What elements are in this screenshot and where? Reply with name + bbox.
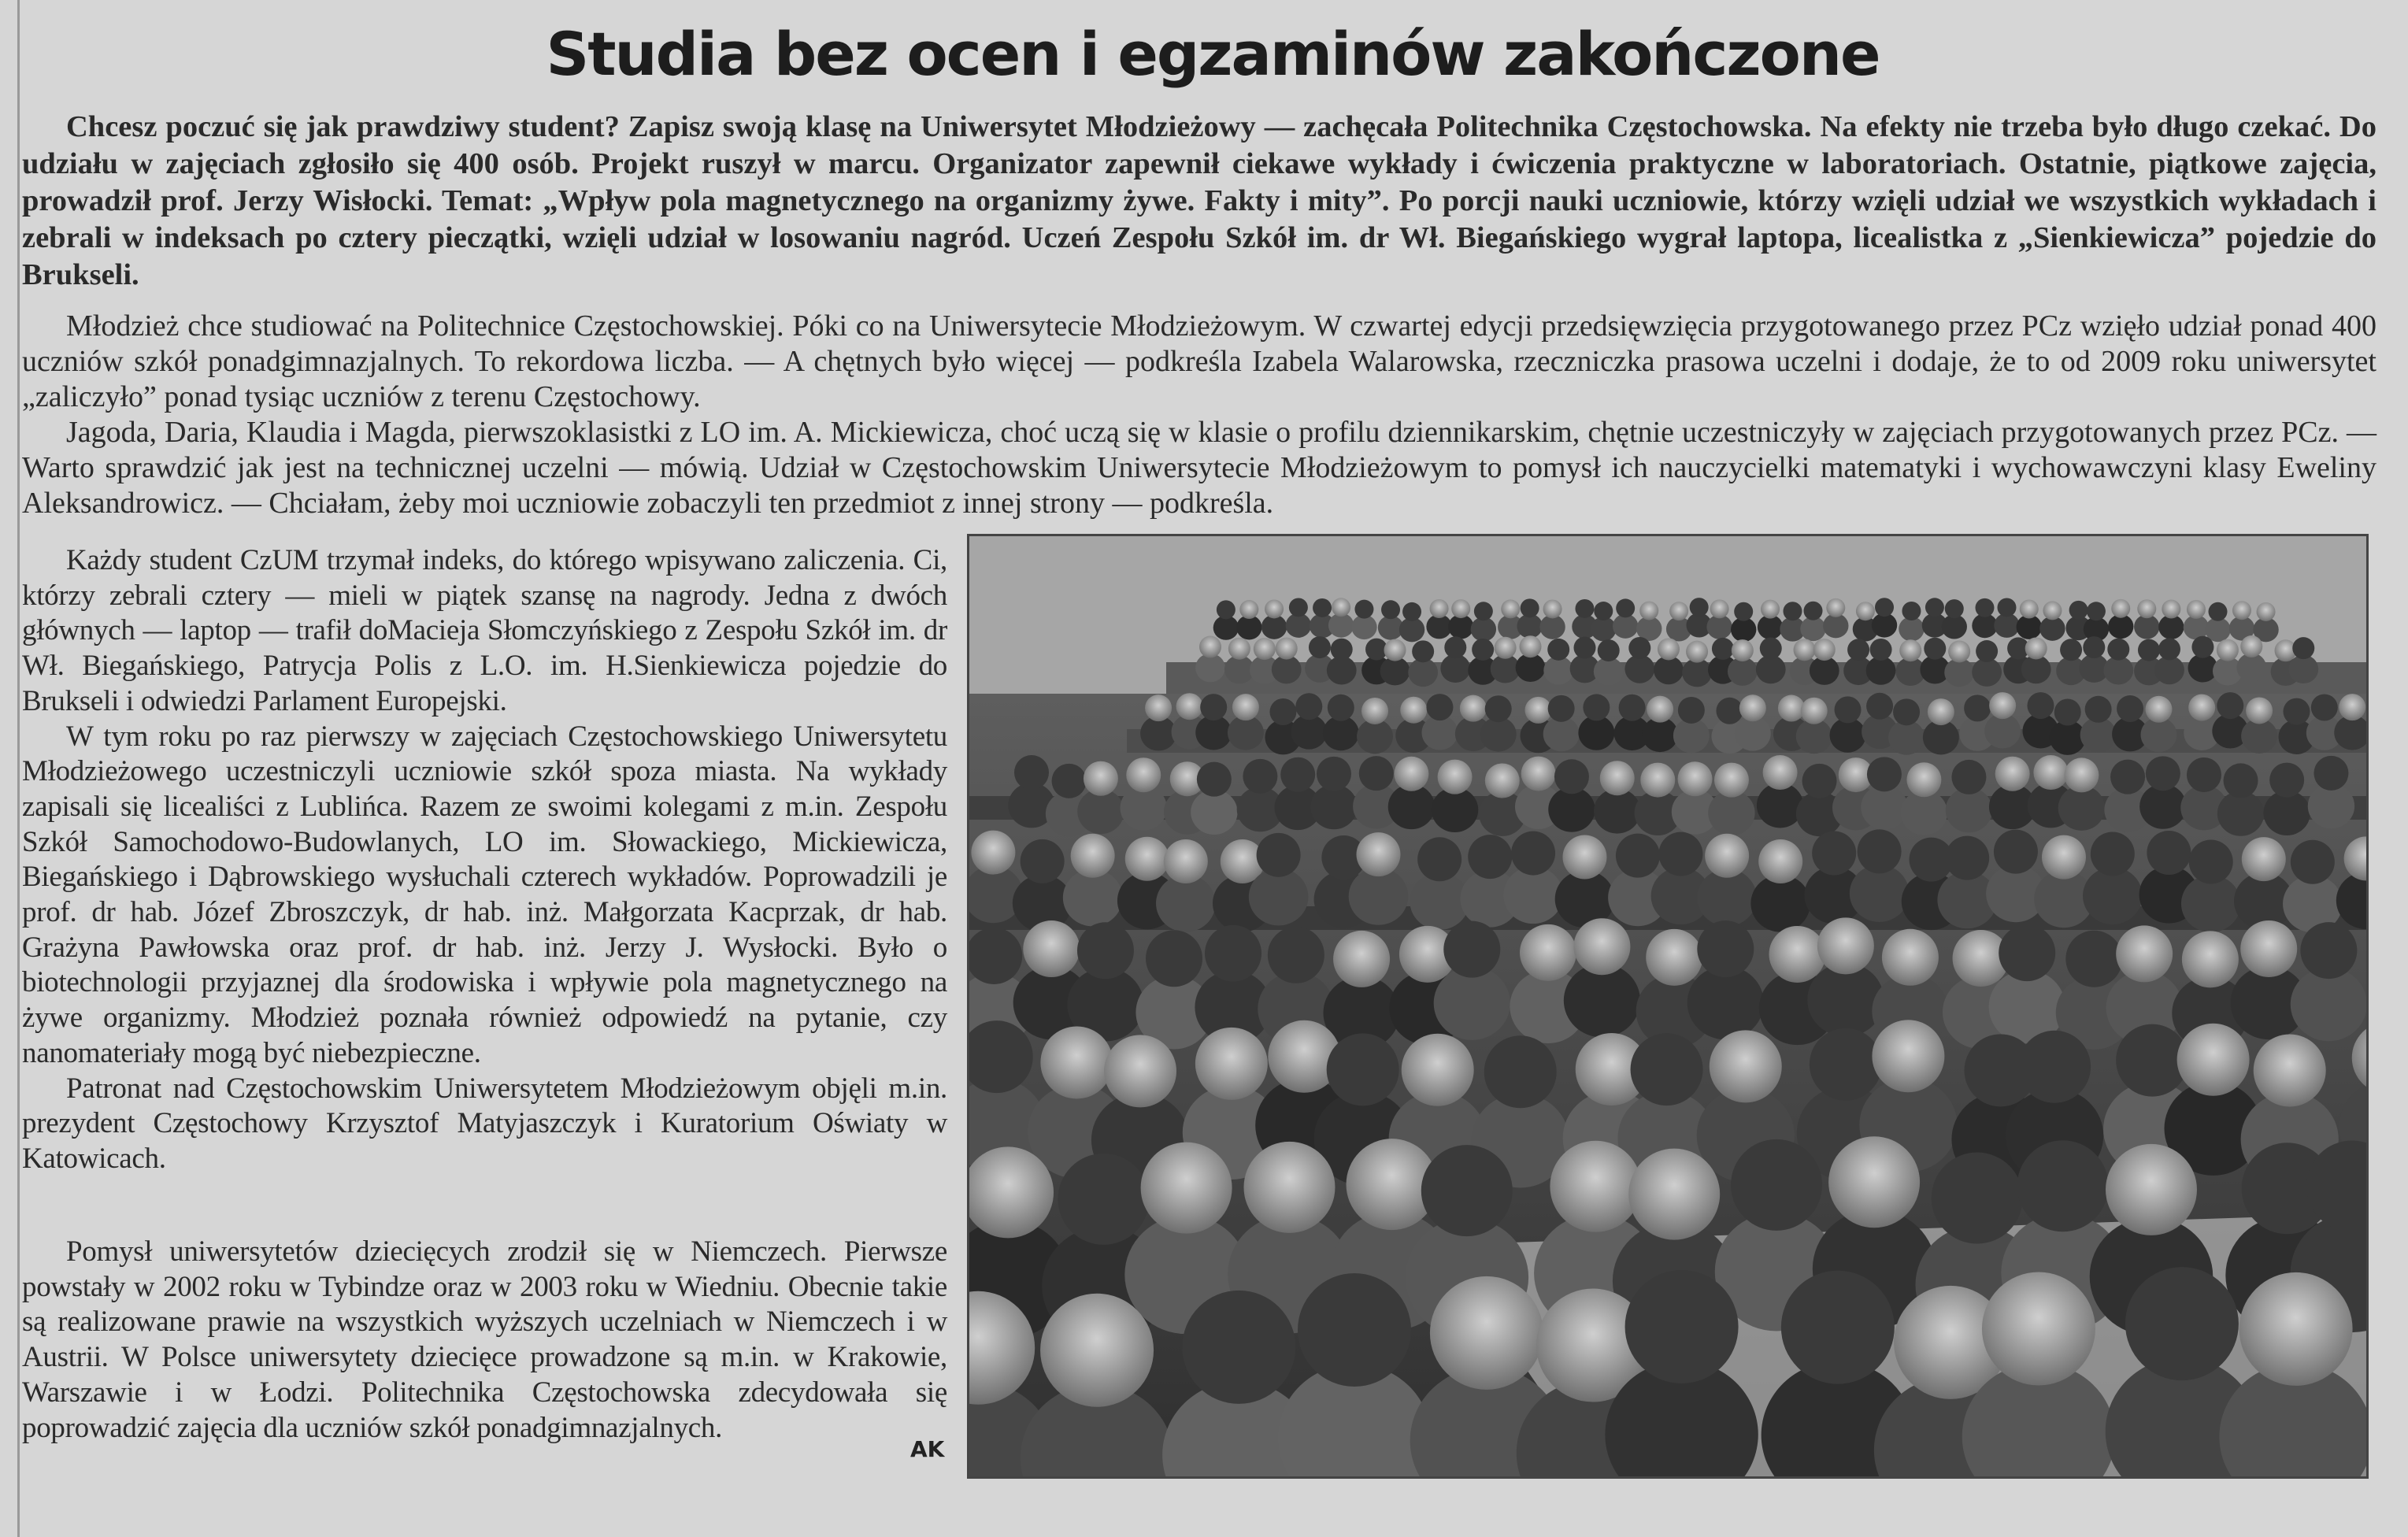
note-paragraph: Pomysł uniwersytetów dziecięcych zrodził się w Niemczech. Pierwsze powstały w 2002 roku w Tybindze oraz w 2003 roku w Wiedniu. Obecnie takie są realizowane prawie na wszystkich wyższych uczelniach w Niemczech i w Austrii. W Polsce uniwersytety dziecięce prowadzone są m.in. w Krakowie, Warszawie i w Łodzi. Politechnika Częstochowska zdecydowała się poprowadzić zajęcia dla uczniów szkół ponadgimnazjalnych.: [22, 1235, 947, 1444]
person-head: [1474, 602, 1493, 620]
person-head: [1554, 759, 1589, 794]
person-head: [1521, 757, 1556, 791]
person-head: [1243, 759, 1277, 794]
person-head: [1332, 598, 1350, 617]
person-head: [1975, 598, 1994, 617]
person-head: [2042, 835, 2086, 880]
person-head: [2116, 925, 2173, 982]
intro-paragraph: Młodzież chce studiować na Politechnice Częstochowskiej. Póki co na Uniwersytecie Młodzieżowym. W czwartej edycji przedsięwzięcia przygotowanego przez PCz wzięło udział ponad 400 uczniów szkół ponadgimnazjalnych. To rekordowa liczba. — A chętnych było więcej — podkreśla Izabela Walarowska, rzeczniczka prasowa uczelni i dodaje, że to od 2009 roku uniwersytet „zaliczyło” ponad tysiąc uczniów z terenu Częstochowy.: [22, 309, 2377, 413]
person-head: [1023, 920, 1080, 977]
person-head: [1562, 835, 1606, 880]
body-paragraph: Każdy student CzUM trzymał indeks, do którego wpisywano zaliczenia. Ci, którzy zebrali cztery — mieli w piątek szansę na nagrody. Jedna z dwóch głównych — laptop — trafił doMacieja Słomczyńskiego z Zespołu Szkół im. dr Wł. Biegańskiego, Patrycja Polis z L.O. im. H.Sienkiewicza pojedzie do Brukseli i odwiedzi Parlament Europejski.: [22, 544, 947, 717]
person-head: [1289, 598, 1308, 617]
person-head: [1999, 924, 2055, 981]
person-head: [2138, 639, 2160, 661]
person-head: [1265, 599, 1284, 618]
person-head: [1052, 764, 1087, 798]
person-head: [2060, 639, 2082, 661]
person-head: [1794, 639, 1816, 661]
person-head: [1598, 639, 1620, 661]
person-head: [1760, 637, 1782, 659]
person-head: [1697, 920, 1754, 977]
person-head: [1126, 757, 1161, 792]
person-head: [1331, 639, 1353, 661]
person-head: [2158, 638, 2180, 660]
body-paragraph: W tym roku po raz pierwszy w zajęciach Częstochowskiego Uniwersytetu Młodzieżowego uczestniczyli uczniowie szkół spoza miasta. Na wykłady zapisali się licealiści z Lublińca. Razem ze swoimi kolegami z m.in. Zespołu Szkół Samochodowo-Budowlanych, LO im. Słowackiego, Mickiewicza, Biegańskiego i Dąbrowskiego wysłuchali czterech wykładów. Poprowadzili je prof. dr hab. Józef Zbroszczyk, dr hab. inż. Małgorzata Kacprzak, dr hab. Grażyna Pawłowska oraz prof. dr hab. inż. Jerzy J. Wysłocki. Było o biotechnologii przyjaznej dla środowiska i wpływie pola magnetycznego na żywe organizmy. Młodzież poznała również odpowiedź na pytanie, czy nanomateriały mogą być niebezpieczne.: [22, 720, 947, 1069]
article-lead: [22, 109, 2377, 294]
person-head: [1354, 600, 1373, 619]
person-head: [1810, 1028, 1882, 1101]
person-head: [2054, 698, 2081, 725]
person-head: [1295, 693, 1322, 720]
person-head: [1543, 599, 1562, 618]
person-head: [1804, 602, 1823, 620]
person-head: [1928, 698, 1954, 725]
person-head: [1856, 602, 1875, 620]
person-head: [2107, 639, 2129, 661]
person-head: [1995, 757, 2030, 791]
person-head: [2017, 1140, 2109, 1231]
person-head: [1384, 639, 1406, 661]
person-head: [2125, 1267, 2239, 1380]
person-head: [1997, 598, 2016, 617]
person-head: [1519, 635, 1541, 657]
person-head: [1426, 694, 1453, 720]
author-signature: AK: [910, 1436, 945, 1462]
person-head: [1495, 637, 1517, 659]
person-head: [1182, 1291, 1295, 1404]
person-head: [1867, 757, 1902, 791]
person-head: [1628, 637, 1650, 659]
person-head: [1583, 694, 1610, 720]
person-head: [1872, 1020, 1944, 1092]
person-head: [1021, 839, 1065, 883]
lecture-hall-photo-drawing: [969, 536, 2366, 1476]
person-head: [1195, 1028, 1268, 1100]
person-head: [2217, 692, 2243, 719]
person-head: [1176, 693, 1203, 720]
person-head: [1485, 695, 1512, 722]
person-head: [1628, 1149, 1720, 1240]
person-head: [1547, 639, 1569, 661]
person-head: [1640, 763, 1675, 798]
person-head: [1858, 829, 1902, 873]
person-head: [1732, 639, 1754, 661]
person-head: [2209, 602, 2228, 621]
person-head: [1945, 599, 1964, 618]
person-head: [1639, 602, 1658, 620]
person-head: [1511, 831, 1555, 876]
person-head: [2020, 599, 2039, 618]
person-head: [1217, 600, 1235, 619]
person-head: [1317, 757, 1351, 791]
person-head: [1976, 640, 1998, 662]
person-head: [2300, 922, 2357, 979]
person-head: [1826, 598, 1845, 617]
person-head: [2232, 601, 2251, 620]
person-head: [1710, 1030, 1782, 1102]
person-head: [1197, 762, 1232, 797]
person-head: [1239, 600, 1258, 619]
person-head: [2187, 600, 2206, 619]
person-head: [1309, 636, 1331, 658]
person-head: [1875, 598, 1894, 617]
person-head: [1071, 834, 1115, 878]
person-head: [1232, 694, 1259, 720]
person-head: [1705, 834, 1749, 878]
person-head: [2106, 1144, 2197, 1235]
person-head: [1402, 602, 1421, 621]
person-head: [1451, 599, 1470, 618]
person-head: [1084, 761, 1118, 796]
person-head: [1484, 1035, 1557, 1108]
person-head: [2177, 1024, 2250, 1096]
person-head: [1932, 1153, 2023, 1244]
sidebar-note: [22, 1235, 947, 1446]
person-head: [1678, 761, 1713, 796]
person-head: [1280, 757, 1315, 792]
lecture-hall-photo: [967, 534, 2369, 1479]
person-head: [1646, 929, 1702, 986]
person-head: [2224, 763, 2258, 798]
person-head: [2292, 637, 2314, 659]
lead-paragraph: Chcesz poczuć się jak prawdziwy student? Zapisz swoją klasę na Uniwersytet Młodzieżowy — zachęcała Politechnika Częstochowska. Na efekty nie trzeba było długo czekać. Do udziału w zajęciach zgłosiło się 400 osób. Projekt ruszył w marcu. Organizator zapewnił ciekawe wykłady i ćwiczenia praktyczne w laboratoriach. Ostatnie, piątkowe zajęcia, prowadził prof. Jerzy Wisłocki. Temat: „Wpływ pola magnetycznego na organizmy żywe. Fakty i mity”. Po porcji nauki uczniowie, którzy wzięli udział we wszystkich wykładach i zebrali w indeksach po cztery pieczątki, wzięli udział w losowaniu nagród. Uczeń Zespołu Szkół im. dr Wł. Biegańskiego wygrał laptopa, licealistka z „Sienkiewicza” pojedzie do Brukseli.: [22, 110, 2377, 291]
article-body-column: [22, 543, 947, 1177]
person-head: [1925, 598, 1944, 617]
person-head: [1906, 762, 1941, 797]
person-head: [2091, 831, 2135, 876]
person-head: [1994, 830, 2038, 874]
person-head: [1472, 639, 1494, 661]
person-head: [1254, 638, 1276, 660]
person-head: [1778, 695, 1805, 722]
person-head: [1443, 921, 1500, 978]
person-head: [1430, 1276, 1543, 1390]
person-head: [1924, 638, 1946, 660]
person-head: [1813, 639, 1836, 661]
person-head: [2087, 602, 2106, 620]
person-head: [1828, 1136, 1920, 1228]
person-head: [1141, 1143, 1232, 1234]
person-head: [1989, 692, 2016, 719]
person-head: [1600, 761, 1635, 795]
person-head: [2083, 636, 2105, 658]
person-head: [2147, 831, 2191, 875]
person-head: [2257, 602, 2276, 621]
person-head: [1359, 756, 1394, 791]
person-head: [1686, 641, 1708, 663]
person-head: [1801, 698, 1828, 724]
person-head: [2033, 755, 2068, 790]
person-head: [2240, 635, 2262, 657]
person-head: [1444, 636, 1466, 658]
person-head: [2189, 839, 2233, 883]
person-head: [1616, 834, 1660, 878]
person-head: [1417, 837, 1461, 881]
person-head: [1761, 600, 1780, 619]
person-head: [1710, 599, 1729, 618]
person-head: [1269, 698, 1296, 725]
person-head: [1625, 1270, 1739, 1383]
person-head: [971, 831, 1015, 875]
person-head: [1257, 833, 1301, 877]
person-head: [1802, 764, 1837, 798]
person-head: [1647, 696, 1673, 723]
person-head: [1333, 931, 1390, 987]
person-head: [1893, 698, 1920, 725]
person-head: [1146, 930, 1202, 987]
person-head: [1739, 694, 1766, 721]
person-head: [1381, 600, 1400, 619]
person-head: [1574, 637, 1596, 659]
person-head: [1847, 639, 1869, 661]
person-head: [1014, 755, 1049, 790]
person-head: [1781, 1271, 1895, 1384]
person-head: [2191, 636, 2214, 658]
person-head: [1882, 929, 1939, 986]
person-head: [2240, 920, 2297, 977]
person-head: [1313, 598, 1332, 617]
person-head: [1356, 832, 1400, 876]
person-head: [1228, 638, 1250, 660]
intro-paragraph: Jagoda, Daria, Klaudia i Magda, pierwszoklasistki z LO im. A. Mickiewicza, choć uczą się w klasie o profilu dziennikarskim, chętnie uczestniczyły w zajęciach przygotowanych przez PCz. — Warto sprawdzić jak jest na technicznej uczelni — mówią. Udział w Częstochowskim Uniwersytecie Młodzieżowym to pomysł ich nauczycielki matematyki i wychowawczyni klasy Eweliny Aleksandrowicz. — Chciałam, żeby moi uczniowie zobaczyli ten przedmiot z innej strony — podkreśla.: [22, 416, 2377, 520]
person-head: [1712, 638, 1734, 660]
person-head: [2111, 599, 2130, 618]
column-rule: [17, 0, 20, 1537]
person-head: [1594, 602, 1613, 620]
person-head: [2269, 763, 2304, 798]
person-head: [1902, 602, 1921, 620]
person-head: [1769, 926, 1825, 983]
person-head: [1550, 1141, 1641, 1232]
person-head: [1268, 927, 1324, 983]
person-head: [2339, 694, 2365, 720]
person-head: [2145, 696, 2172, 723]
person-head: [2311, 694, 2338, 721]
person-head: [2043, 601, 2062, 620]
person-head: [1145, 694, 1172, 721]
person-head: [1812, 831, 1856, 875]
person-head: [2188, 694, 2215, 721]
person-head: [2146, 756, 2180, 791]
person-head: [1866, 693, 1893, 720]
person-head: [1520, 924, 1576, 981]
person-head: [1394, 757, 1428, 791]
person-head: [2239, 1272, 2353, 1386]
person-head: [1400, 697, 1427, 724]
person-head: [1125, 837, 1169, 881]
body-paragraph: Patronat nad Częstochowskim Uniwersytetem Młodzieżowym objęli m.in. prezydent Częstochowy Krzysztof Matyjaszczyk i Kuratorium Oświaty w Katowicach.: [22, 1072, 947, 1175]
person-head: [1205, 925, 1261, 982]
person-head: [1521, 598, 1539, 617]
person-head: [2291, 840, 2335, 884]
person-head: [1948, 640, 1970, 662]
person-head: [1690, 598, 1709, 617]
person-head: [1817, 917, 1874, 974]
person-head: [1964, 694, 1991, 721]
person-head: [2314, 756, 2348, 791]
person-head: [1835, 696, 1862, 723]
person-head: [1164, 839, 1208, 883]
person-head: [1438, 760, 1473, 794]
person-head: [1899, 639, 1921, 661]
person-head: [1524, 697, 1551, 724]
article-intro: [22, 309, 2377, 521]
person-head: [2018, 1031, 2091, 1103]
person-head: [2117, 695, 2143, 722]
person-head: [1658, 832, 1702, 876]
person-head: [1430, 599, 1449, 618]
person-head: [1658, 638, 1680, 660]
person-head: [1714, 763, 1749, 798]
person-head: [1412, 640, 1434, 662]
article-headline: Studia bez ocen i egzaminów zakończone: [546, 19, 1880, 89]
person-head: [1783, 602, 1802, 620]
person-head: [2162, 600, 2180, 619]
person-head: [1631, 1033, 1703, 1106]
person-head: [2065, 931, 2122, 987]
person-head: [2217, 639, 2239, 661]
person-head: [1619, 694, 1646, 721]
person-head: [1716, 698, 1743, 724]
person-head: [2242, 837, 2286, 881]
person-head: [1573, 918, 1630, 975]
person-head: [2069, 601, 2088, 620]
person-head: [1040, 1294, 1154, 1407]
person-head: [1678, 697, 1705, 724]
person-head: [2254, 1035, 2326, 1107]
person-head: [1402, 1034, 1474, 1106]
person-head: [1485, 763, 1520, 798]
person-head: [1421, 1145, 1513, 1236]
person-head: [1276, 638, 1298, 660]
person-head: [1548, 695, 1575, 722]
person-head: [1361, 698, 1388, 724]
person-head: [1243, 1142, 1335, 1233]
person-head: [1200, 694, 1227, 720]
person-head: [1298, 1273, 1411, 1387]
person-head: [1104, 1035, 1176, 1107]
person-head: [1616, 598, 1635, 617]
person-head: [1734, 602, 1753, 621]
person-head: [2085, 696, 2112, 723]
person-head: [1731, 1139, 1822, 1231]
person-head: [2187, 757, 2221, 792]
person-head: [1040, 1026, 1113, 1098]
person-head: [1982, 1272, 2095, 1386]
person-head: [2137, 599, 2156, 618]
person-head: [1468, 835, 1512, 879]
person-head: [1077, 922, 1134, 979]
person-head: [1328, 694, 1354, 721]
person-head: [2246, 697, 2273, 724]
person-head: [1763, 755, 1798, 790]
person-head: [1199, 636, 1221, 658]
person-head: [2283, 698, 2310, 725]
person-head: [1327, 1033, 1399, 1106]
person-head: [1058, 1154, 1149, 1245]
person-head: [2027, 692, 2054, 719]
person-head: [1460, 695, 1487, 722]
person-head: [1945, 836, 1989, 880]
person-head: [1870, 639, 1892, 661]
person-head: [2110, 760, 2145, 794]
person-head: [1669, 602, 1688, 620]
person-head: [2182, 931, 2239, 987]
person-head: [2025, 637, 2047, 659]
person-head: [1758, 839, 1802, 883]
person-head: [1575, 599, 1594, 618]
person-head: [1501, 599, 1520, 618]
person-head: [2064, 757, 2099, 792]
person-head: [1951, 760, 1986, 794]
